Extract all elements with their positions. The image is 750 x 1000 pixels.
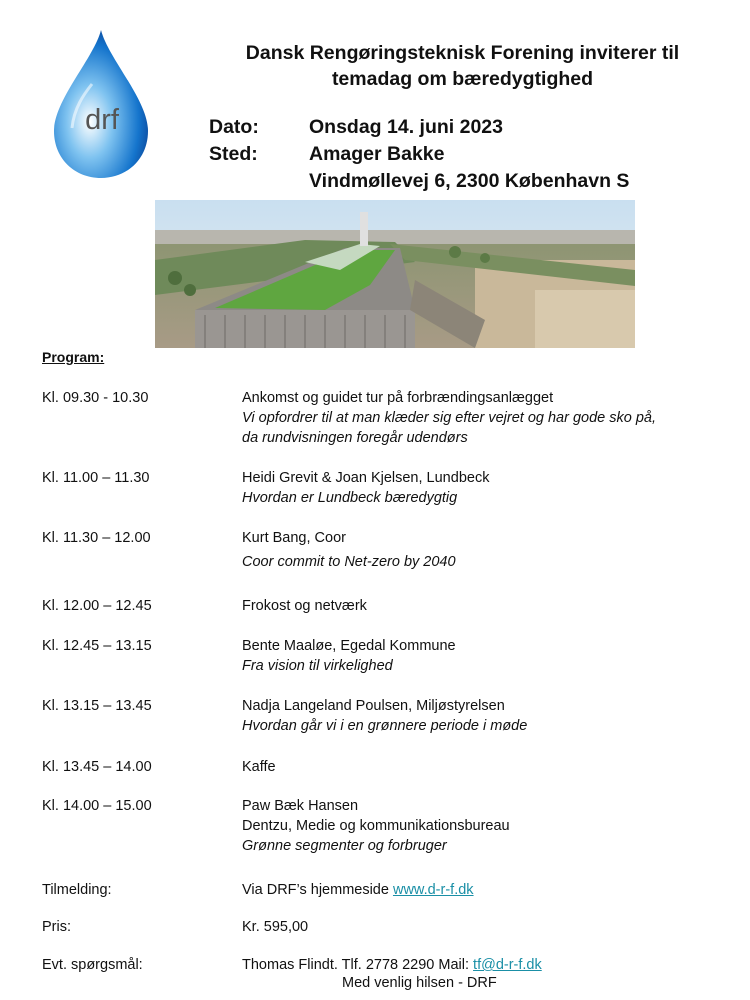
program-description xyxy=(242,757,722,777)
program-subtitle: Grønne segmenter og forbruger xyxy=(242,838,447,854)
program-time: Kl. 11.00 – 11.30 xyxy=(42,470,150,486)
program-title: Kurt Bang, Coor xyxy=(242,530,346,546)
registration-value xyxy=(242,880,722,900)
program-title: Bente Maaløe, Egedal Kommune xyxy=(242,638,456,654)
logo-text: drf xyxy=(85,104,119,136)
program-description xyxy=(242,636,722,676)
program-description xyxy=(242,596,722,616)
email-link[interactable]: tf@d-r-f.dk xyxy=(473,957,542,973)
price-value-container xyxy=(242,917,722,937)
drf-logo xyxy=(52,28,150,180)
place-label: Sted: xyxy=(209,143,258,165)
program-description xyxy=(242,796,722,856)
title-line-1: Dansk Rengøringsteknisk Forening inviterer til xyxy=(245,42,680,64)
program-time: Kl. 12.45 – 13.15 xyxy=(42,638,152,654)
program-time: Kl. 13.45 – 14.00 xyxy=(42,759,152,775)
program-description xyxy=(242,388,722,448)
program-title: Frokost og netværk xyxy=(242,598,367,614)
page-title xyxy=(200,40,725,92)
program-title-line-2: Dentzu, Medie og kommunikationsbureau xyxy=(242,818,510,834)
price-label: Pris: xyxy=(42,919,71,935)
date-value: Onsdag 14. juni 2023 xyxy=(309,116,503,138)
place-value: Amager Bakke xyxy=(309,143,445,165)
program-time: Kl. 12.00 – 12.45 xyxy=(42,598,152,614)
questions-value xyxy=(242,955,722,975)
registration-text: Via DRF’s hjemmeside xyxy=(242,882,393,898)
program-title: Ankomst og guidet tur på forbrændingsanlægget xyxy=(242,390,554,406)
address-value: Vindmøllevej 6, 2300 København S xyxy=(309,170,630,192)
title-line-2: temadag om bæredygtighed xyxy=(331,68,594,90)
program-time: Kl. 09.30 - 10.30 xyxy=(42,390,149,406)
price-value: Kr. 595,00 xyxy=(242,919,309,935)
program-title: Kaffe xyxy=(242,759,276,775)
program-time: Kl. 14.00 – 15.00 xyxy=(42,798,152,814)
closing-greeting: Med venlig hilsen - DRF xyxy=(342,975,497,991)
program-title: Heidi Grevit & Joan Kjelsen, Lundbeck xyxy=(242,470,490,486)
program-subtitle: Hvordan går vi i en grønnere periode i møde xyxy=(242,718,528,734)
date-label: Dato: xyxy=(209,116,259,138)
program-title: Paw Bæk Hansen xyxy=(242,798,359,814)
program-subtitle: Vi opfordrer til at man klæder sig efter vejret og har gode sko på, xyxy=(242,410,657,426)
registration-label: Tilmelding: xyxy=(42,882,112,898)
program-description xyxy=(242,528,722,572)
program-time: Kl. 13.15 – 13.45 xyxy=(42,698,152,714)
questions-label: Evt. spørgsmål: xyxy=(42,957,143,973)
website-link[interactable]: www.d-r-f.dk xyxy=(392,882,474,898)
program-subtitle: Hvordan er Lundbeck bæredygtig xyxy=(242,490,458,506)
program-description xyxy=(242,468,722,508)
program-time: Kl. 11.30 – 12.00 xyxy=(42,530,151,546)
program-subtitle: Coor commit to Net-zero by 2040 xyxy=(242,554,456,570)
amager-bakke-photo xyxy=(155,200,635,348)
program-heading: Program: xyxy=(42,349,105,365)
questions-text: Thomas Flindt. Tlf. 2778 2290 Mail: xyxy=(242,957,474,973)
program-subtitle: Fra vision til virkelighed xyxy=(242,658,393,674)
program-description xyxy=(242,696,722,736)
program-title: Nadja Langeland Poulsen, Miljøstyrelsen xyxy=(242,698,505,714)
program-subtitle: da rundvisningen foregår udendørs xyxy=(242,430,468,446)
